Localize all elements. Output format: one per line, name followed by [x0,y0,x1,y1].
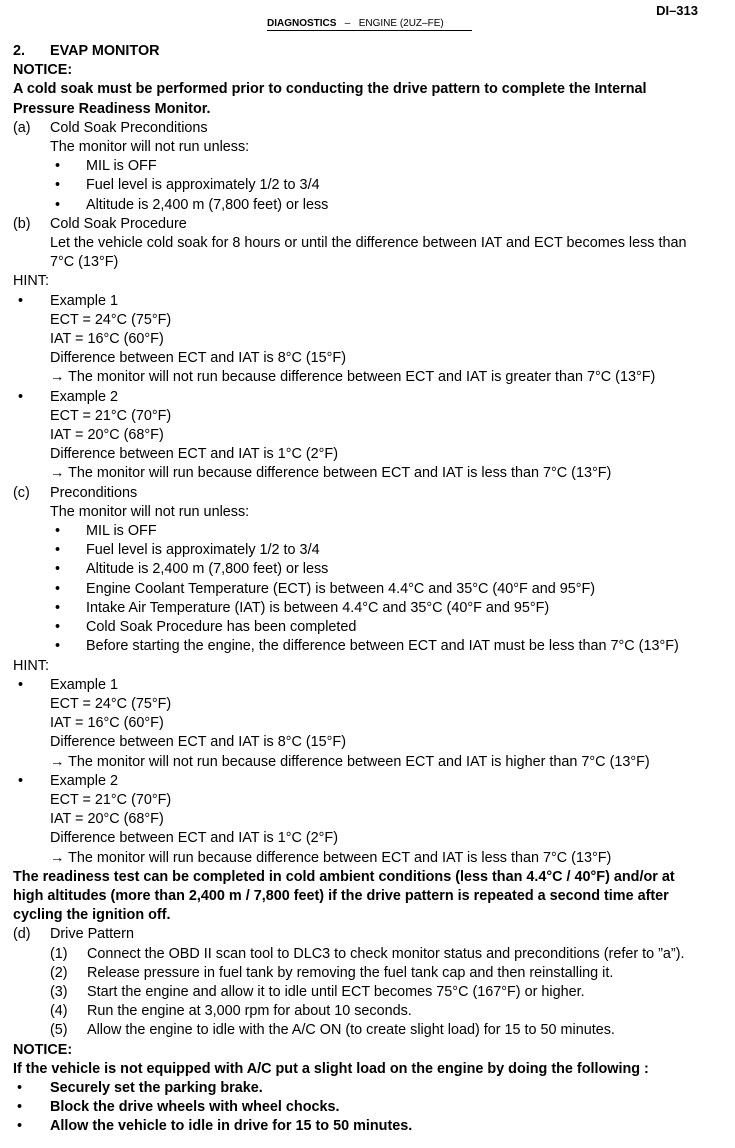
header-separator: – [344,18,351,29]
step-c-heading [13,484,705,503]
example-line: IAT = 16°C (60°F) [50,715,164,732]
header-engine: ENGINE (2UZ–FE) [358,18,444,29]
list-item: • Before starting the engine, the difference between ECT and IAT must be less than 7°C (13°F) [13,637,705,656]
step-d-title: Drive Pattern [50,926,134,943]
drive-step [13,945,705,964]
drive-step-text: Release pressure in fuel tank by removing the fuel tank cap and then reinstalling it. [87,964,614,981]
list-item: • Block the drive wheels with wheel chocks. [13,1098,705,1117]
example-line: ECT = 24°C (75°F) [50,695,172,712]
drive-step-text: Start the engine and allow it to idle until ECT becomes 75°C (167°F) or higher. [87,983,585,1000]
drive-step [13,964,705,983]
example-title: • Example 2 [13,388,705,407]
drive-step-text: Connect the OBD II scan tool to DLC3 to check monitor status and preconditions (refer to ”a”). [87,945,685,962]
step-b-text: Let the vehicle cold soak for 8 hours or until the difference between IAT and ECT becomes less than 7°C (13°F) [50,235,687,271]
step-c-intro: The monitor will not run unless: [50,503,250,520]
example-result: → The monitor will not run because difference between ECT and IAT is greater than 7°C (13°F) [50,369,656,386]
header-section: DIAGNOSTICS [267,18,337,29]
example-line: ECT = 21°C (70°F) [50,791,172,808]
notice-text: If the vehicle is not equipped with A/C put a slight load on the engine by doing the following : [13,1060,649,1077]
list-item: • MIL is OFF [13,157,705,176]
drive-step-number: (1) [50,945,68,962]
example-line: Difference between ECT and IAT is 8°C (15°F) [50,734,346,751]
example-line: IAT = 20°C (68°F) [50,811,164,828]
example-line: ECT = 21°C (70°F) [50,407,172,424]
example-result: → The monitor will run because difference between ECT and IAT is less than 7°C (13°F) [50,465,612,482]
step-d-label: (d) [13,926,31,943]
step-a-label: (a) [13,119,31,136]
list-item: • Altitude is 2,400 m (7,800 feet) or less [13,560,705,579]
list-item: • Fuel level is approximately 1/2 to 3/4 [13,176,705,195]
example-title: • Example 1 [13,676,705,695]
list-item: • Engine Coolant Temperature (ECT) is between 4.4°C and 35°C (40°F and 95°F) [13,580,705,599]
drive-step-number: (5) [50,1022,68,1039]
step-b-label: (b) [13,215,31,232]
hint-label: HINT: [13,273,49,290]
drive-step [13,1021,705,1040]
example-line: Difference between ECT and IAT is 8°C (15°F) [50,350,346,367]
running-header [267,18,472,31]
example-line: IAT = 20°C (68°F) [50,427,164,444]
document-body [13,42,705,1137]
hint-label: HINT: [13,657,49,674]
example-line: IAT = 16°C (60°F) [50,331,164,348]
example-result: → The monitor will run because difference between ECT and IAT is less than 7°C (13°F) [50,849,612,866]
section-title: EVAP MONITOR [50,43,160,59]
notice-text: A cold soak must be performed prior to conducting the drive pattern to complete the Internal Pressure Readiness Monitor. [13,81,647,117]
example-line: Difference between ECT and IAT is 1°C (2°F) [50,830,338,847]
drive-step [13,1002,705,1021]
step-a-heading [13,119,705,138]
step-b-title: Cold Soak Procedure [50,215,187,232]
list-item: • Altitude is 2,400 m (7,800 feet) or less [13,196,705,215]
step-a-intro: The monitor will not run unless: [50,139,250,156]
step-c-label: (c) [13,484,30,501]
drive-step [13,983,705,1002]
list-item: • Allow the vehicle to idle in drive for 15 to 50 minutes. [13,1117,705,1136]
example-title: • Example 1 [13,292,705,311]
drive-step-number: (3) [50,983,68,1000]
drive-step-text: Run the engine at 3,000 rpm for about 10 seconds. [87,1003,412,1020]
list-item: • MIL is OFF [13,522,705,541]
list-item: • Intake Air Temperature (IAT) is between 4.4°C and 35°C (40°F and 95°F) [13,599,705,618]
step-b-heading [13,215,705,234]
step-a-title: Cold Soak Preconditions [50,119,208,136]
page-number: DI–313 [656,3,698,18]
list-item: • Cold Soak Procedure has been completed [13,618,705,637]
example-result: → The monitor will not run because difference between ECT and IAT is higher than 7°C (13°F) [50,753,650,770]
list-item: • Securely set the parking brake. [13,1079,705,1098]
list-item: • Fuel level is approximately 1/2 to 3/4 [13,541,705,560]
example-line: ECT = 24°C (75°F) [50,311,172,328]
step-c-title: Preconditions [50,484,138,501]
readiness-note: The readiness test can be completed in cold ambient conditions (less than 4.4°C / 40°F) and/or at high altitudes (more than 2,400 m / 7,800 feet) if the drive pattern is repeated a second time after cycling the ignition off. [13,868,675,924]
section-heading [13,42,705,61]
step-d-heading [13,925,705,944]
drive-step-number: (4) [50,1003,68,1020]
example-line: Difference between ECT and IAT is 1°C (2°F) [50,446,338,463]
notice-label: NOTICE: [13,1041,73,1058]
drive-step-number: (2) [50,964,68,981]
drive-step-text: Allow the engine to idle with the A/C ON (to create slight load) for 15 to 50 minutes. [87,1022,615,1039]
example-title: • Example 2 [13,772,705,791]
section-number: 2. [13,43,26,59]
notice-label: NOTICE: [13,62,73,79]
